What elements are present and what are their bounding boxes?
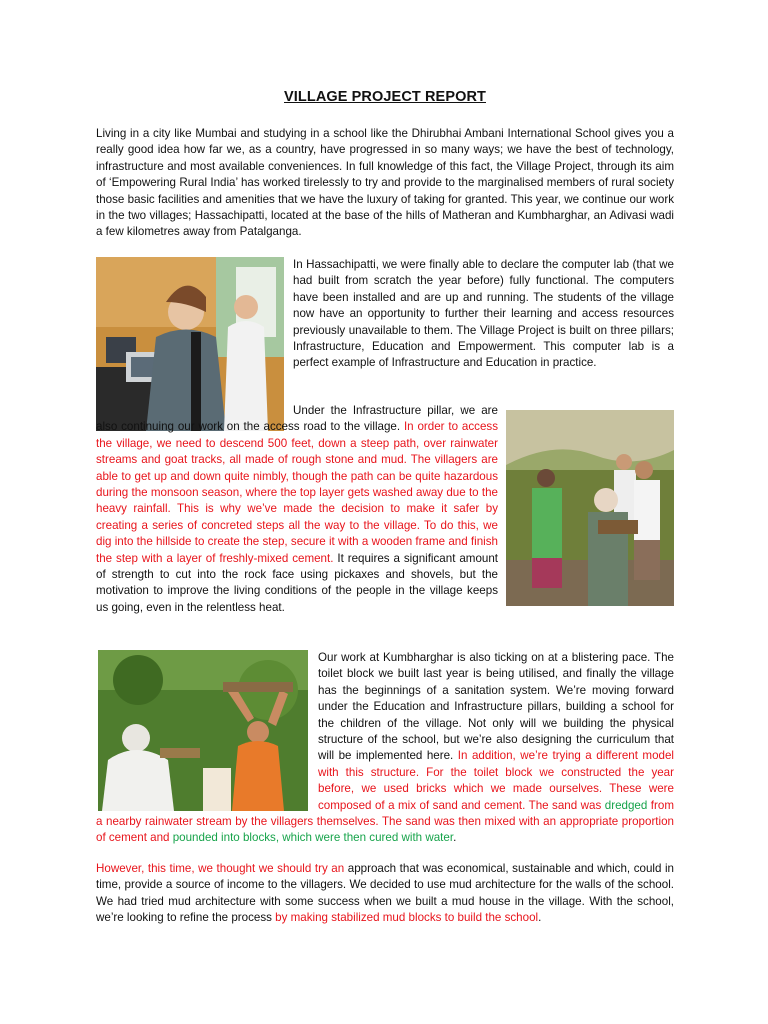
kumbharghar-text-stream: from a nearby rainwater stream by the villagers themselves. The sand was then mixed with an appropriate proportion of cement and <box>96 798 674 845</box>
access-road-text-intro: Under the Infrastructure pillar, we are also continuing our work on the access road to the village. <box>96 404 498 434</box>
mud-architecture-paragraph-block <box>96 861 674 927</box>
hillside-path-photo <box>506 410 674 606</box>
kumbharghar-text-pounded: pounded into blocks, which were then cured with water <box>172 831 454 845</box>
mud-text-end: . <box>538 911 542 925</box>
page-title: VILLAGE PROJECT REPORT <box>284 89 486 105</box>
kumbharghar-text-sand: The sand was <box>528 798 605 812</box>
intro-paragraph: Living in a city like Mumbai and studying in a school like the Dhirubhai Ambani International School gives you a really good idea how far we, as a country, have progressed in so many ways; we have the best of technology, infrastructure and most available conveniences. In full knowledge of this fact, the Village Project, through its aim of ‘Empowering Rural India’ has worked tirelessly to try and provide to the marginalised members of rural society those basic facilities and amenities that we have the luxury of taking for granted. This year, we continue our work in the two villages; Hassachipatti, located at the base of the hills of Matheran and Kumbharghar, an Adivasi wadi a few kilometres away from Patalganga. <box>96 127 674 239</box>
computer-lab-paragraph-block <box>293 257 674 372</box>
kumbharghar-text-dredged: dredged <box>604 798 648 812</box>
kumbharghar-text-bricks: In addition, we’re trying a different model with this structure. For the toilet block we constructed the year before, we used bricks which we made ourselves. These were composed of a mix of sand and cement. <box>318 749 675 812</box>
document-page <box>96 0 674 1024</box>
access-road-text-highlight: In order to access the village, we need to descend 500 feet, down a steep path, over rainwater streams and goat tracks, all made of rough stone and mud. The villagers are able to get up and down quite nimbly, though the path can be quite hazardous during the monsoon season, where the top layer gets washed away due to the heavy rainfall. This is why we’ve made the decision to make it safer by creating a series of concreted steps all the way to the village. To do this, we dig into the hillside to create the step, secure it with a wooden frame and finish the step with a layer of freshly-mixed cement. <box>96 420 499 565</box>
mud-text-however: However, this time, we thought we should try an <box>96 862 345 875</box>
kumbharghar-text-intro: Our work at Kumbharghar is also ticking on at a blistering pace. The toilet block we built last year is being utilised, and finally the village has the beginnings of a sanitation system. We’re moving forward under the Education and Infrastructure pillars, building a school for the children of the village. Not only will we building the physical structure of the school, but we’re also designing the curriculum that will be implemented here. <box>318 651 674 763</box>
photo-spacer <box>96 650 318 814</box>
kumbharghar-text-end: . <box>453 831 457 845</box>
access-road-paragraph-block <box>96 403 674 616</box>
mud-text-stabilized: by making stabilized mud blocks to build the school <box>275 911 539 925</box>
kumbharghar-paragraph-block <box>96 650 674 847</box>
computer-lab-paragraph: In Hassachipatti, we were finally able to declare the computer lab (that we had built from scratch the year before) fully functional. The computers have been installed and are up and running. The students of the village now have an opportunity to further their learning and access resources previously unavailable to them. The Village Project is built on three pillars; Infrastructure, Education and Empowerment. This computer lab is a perfect example of Infrastructure and Education in practice. <box>293 258 674 370</box>
mud-text-body: approach that was economical, sustainable and which, could in time, provide a source of income to the villagers. We decided to use mud architecture for the walls of the school. We had tried mud architecture with some success when we built a mud house in the village. With the school, we’re looking to refine the process <box>96 862 674 925</box>
mud-architecture-paragraph <box>96 861 674 927</box>
intro-paragraph-block <box>96 126 674 241</box>
access-road-text-outro: It requires a significant amount of strength to cut into the rock face using pickaxes and shovels, but the motivation to improve the living conditions of the people in the village keeps us going, even in the relentless heat. <box>96 551 499 614</box>
